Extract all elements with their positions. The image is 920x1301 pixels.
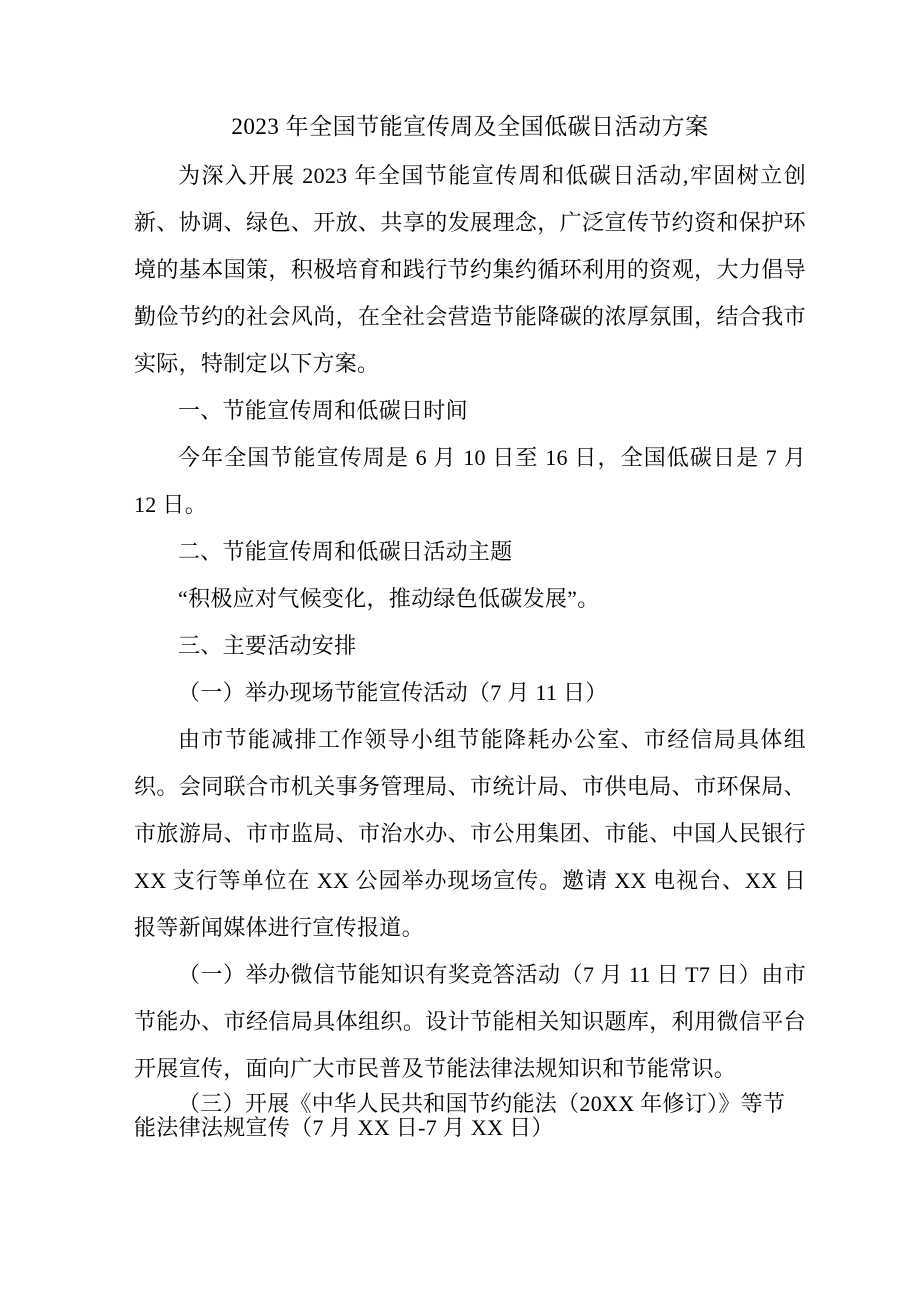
paragraph-week-dates: 今年全国节能宣传周是 6 月 10 日至 16 日，全国低碳日是 7 月 12 日。 bbox=[134, 445, 806, 517]
section-heading-1: 一、节能宣传周和低碳日时间 bbox=[178, 398, 468, 423]
paragraph-activity-1-title: （一）举办现场节能宣传活动（7 月 11 日） bbox=[178, 680, 608, 705]
paragraph-activity-3: （三）开展《中华人民共和国节约能法（20XX 年修订）》等节能法律法规宣传（7 月 XX 日-7 月 XX 日） bbox=[134, 1091, 786, 1140]
paragraph-intro: 为深入开展 2023 年全国节能宣传周和低碳日活动,牢固树立创新、协调、绿色、开放、共享的发展理念，广泛宣传节约资和保护环境的基本国策，积极培育和践行节约集约循环利用的资观，大力倡导勤俭节约的社会风尚，在全社会营造节能降碳的浓厚氛围，结合我市实际，特制定以下方案。 bbox=[134, 163, 806, 376]
paragraph-activity-1-detail: 由市节能减排工作领导小组节能降耗办公室、市经信局具体组织。会同联合市机关事务管理局、市统计局、市供电局、市环保局、市旅游局、市市监局、市治水办、市公用集团、市能、中国人民银行 XX 支行等单位在 XX 公园举办现场宣传。邀请 XX 电视台、XX 日报等新闻媒体进行宣传报道。 bbox=[134, 727, 806, 940]
paragraph-activity-2: （一）举办微信节能知识有奖竞答活动（7 月 11 日 T7 日）由市节能办、市经信局具体组织。设计节能相关知识题库，利用微信平台开展宣传，面向广大市民普及节能法律法规知识和节能常识。 bbox=[134, 962, 806, 1081]
document-title: 2023 年全国节能宣传周及全国低碳日活动方案 bbox=[231, 114, 709, 139]
section-heading-3: 三、主要活动安排 bbox=[178, 633, 357, 658]
paragraph-theme-quote: “积极应对气候变化，推动绿色低碳发展”。 bbox=[178, 586, 600, 611]
section-heading-2: 二、节能宣传周和低碳日活动主题 bbox=[178, 539, 513, 564]
